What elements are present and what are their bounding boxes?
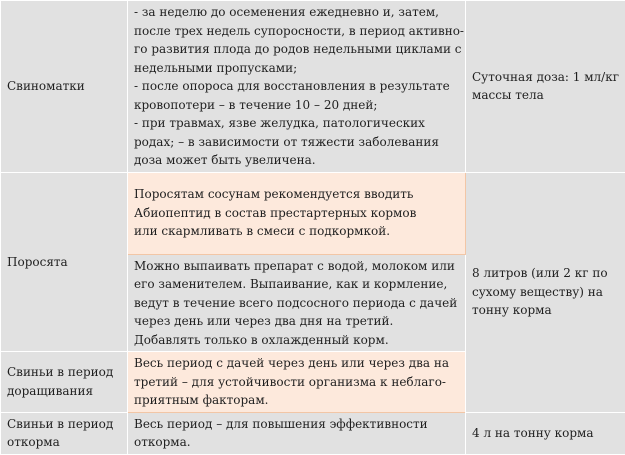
description-line: или скармливать в смеси с подкормкой. xyxy=(134,222,459,241)
table-row-fattening xyxy=(1,412,625,454)
description-cell xyxy=(128,412,466,454)
description-cell xyxy=(128,254,466,352)
description-line: Можно выпаивать препарат с водой, молоком или xyxy=(134,257,459,276)
dose-text: Суточная доза: 1 мл/кг массы тела xyxy=(472,68,619,105)
category-label: Свиньи в период доращивания xyxy=(7,363,121,400)
table-row-sows xyxy=(1,1,625,173)
category-cell xyxy=(1,1,128,173)
description-line: кровопотери – в течение 10 – 20 дней; xyxy=(134,96,459,115)
description-line: ведут в течение всего подсосного периода с дачей xyxy=(134,294,459,313)
category-cell xyxy=(1,412,128,454)
category-label: Свиноматки xyxy=(7,77,121,96)
description-line: Весь период с дачей через день или через два на xyxy=(134,354,459,373)
dose-text: 8 литров (или 2 кг по сухому веществу) на тонну корма xyxy=(472,264,619,320)
description-line: недельными пропусками; xyxy=(134,59,459,78)
dose-cell xyxy=(466,1,625,173)
dose-text: 4 л на тонну корма xyxy=(472,424,619,443)
category-cell xyxy=(1,352,128,413)
category-label: Поросята xyxy=(7,253,121,272)
description-line: Поросятам сосунам рекомендуется вводить xyxy=(134,185,459,204)
dose-cell xyxy=(466,172,625,412)
description-line: Абиопептид в состав престартерных кормов xyxy=(134,204,459,223)
description-line: родах; – в зависимости от тяжести заболевания xyxy=(134,133,459,152)
description-line: - за неделю до осеменения ежедневно и, затем, xyxy=(134,3,459,22)
category-cell xyxy=(1,172,128,352)
description-line: через день или через два дня на третий. xyxy=(134,312,459,331)
description-cell-highlight xyxy=(128,172,466,254)
description-line: Весь период – для повышения эффективности xyxy=(134,415,459,434)
description-line: его заменителем. Выпаивание, как и кормление, xyxy=(134,275,459,294)
description-line: после трех недель супоросности, в период активно- xyxy=(134,22,459,41)
description-line: Добавлять только в охлажденный корм. xyxy=(134,331,459,350)
description-cell-highlight xyxy=(128,352,466,413)
description-line: приятным факторам. xyxy=(134,391,459,410)
description-cell xyxy=(128,1,466,173)
description-line: откорма. xyxy=(134,433,459,452)
description-line: - при травмах, язве желудка, патологических xyxy=(134,114,459,133)
category-label: Свиньи в период откорма xyxy=(7,415,121,452)
table-row-piglets-a xyxy=(1,172,625,254)
description-line: го развития плода до родов недельными циклами с xyxy=(134,40,459,59)
description-line: доза может быть увеличена. xyxy=(134,151,459,170)
description-line: третий – для устойчивости организма к неблаго- xyxy=(134,373,459,392)
dose-cell xyxy=(466,412,625,454)
description-line: - после опороса для восстановления в результате xyxy=(134,77,459,96)
